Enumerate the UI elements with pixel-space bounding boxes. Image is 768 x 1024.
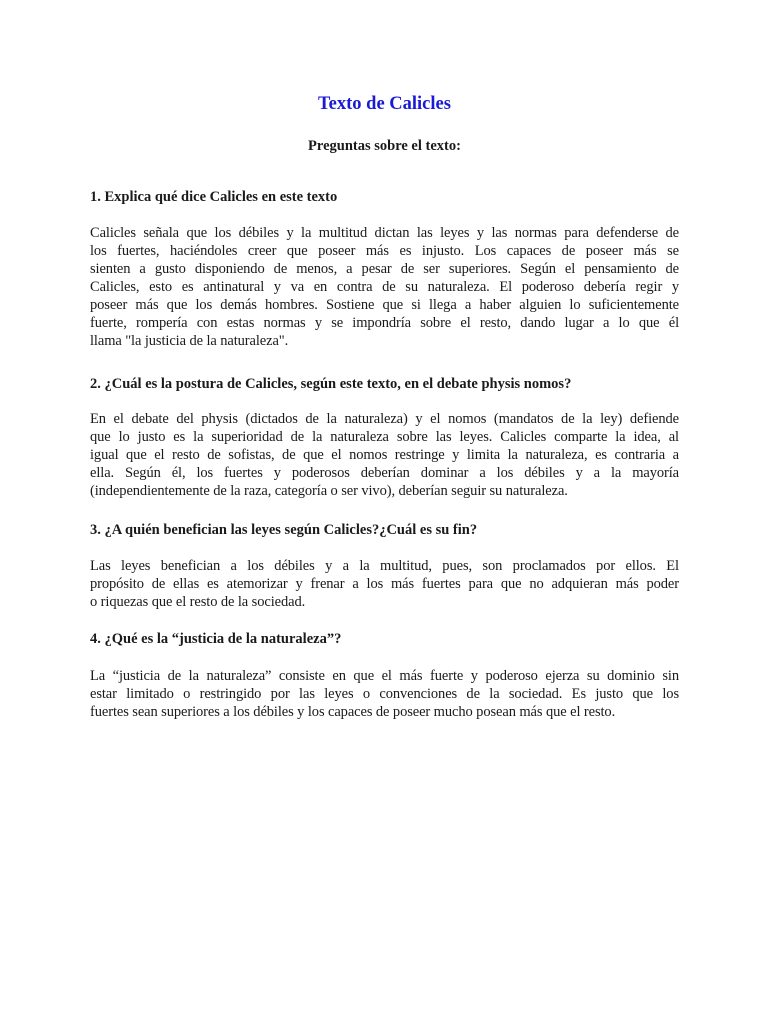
answer-2	[90, 410, 679, 500]
answer-line: que lo justo es la superioridad de la naturaleza sobre las leyes. Calicles comparte la idea, al	[90, 429, 679, 445]
answer-line: (independientemente de la raza, categoría o ser vivo), deberían seguir su naturaleza.	[90, 483, 568, 499]
document-title: Texto de Calicles	[318, 94, 451, 114]
answer-line: fuertes sean superiores a los débiles y los capaces de poseer mucho posean más que el resto.	[90, 704, 616, 720]
answer-line: los fuertes, haciéndoles creer que poseer más es injusto. Los capaces de poseer más se	[90, 243, 679, 259]
answer-line: En el debate del physis (dictados de la naturaleza) y el nomos (mandatos de la ley) defiende	[90, 411, 679, 427]
answer-1	[90, 224, 679, 350]
answer-line: fuerte, rompería con estas normas y se impondría sobre el resto, dando lugar a lo que él	[90, 315, 679, 331]
question-2: 2. ¿Cuál es la postura de Calicles, según este texto, en el debate physis nomos?	[90, 376, 572, 392]
question-1: 1. Explica qué dice Calicles en este texto	[90, 189, 338, 205]
answer-line: propósito de ellas es atemorizar y frenar a los más fuertes para que no adquieran más poder	[90, 576, 679, 592]
answer-line: La “justicia de la naturaleza” consiste en que el más fuerte y poderoso ejerza su dominio sin	[90, 668, 679, 684]
answer-line: o riquezas que el resto de la sociedad.	[90, 594, 306, 610]
answer-4	[90, 667, 679, 721]
answer-line: sienten a gusto disponiendo de menos, a pesar de ser superiores. Según el pensamiento de	[90, 261, 679, 277]
answer-line: Las leyes benefician a los débiles y a la multitud, pues, son proclamados por ellos. El	[90, 558, 679, 574]
document-subtitle: Preguntas sobre el texto:	[308, 138, 461, 154]
answer-3	[90, 557, 679, 611]
answer-line: Calicles señala que los débiles y la multitud dictan las leyes y las normas para defenderse de	[90, 225, 679, 241]
answer-line: ella. Según él, los fuertes y poderosos deberían dominar a los débiles y a la mayoría	[90, 465, 679, 481]
question-3: 3. ¿A quién benefician las leyes según Calicles?¿Cuál es su fin?	[90, 522, 478, 538]
answer-line: igual que el resto de sofistas, de que el nomos restringe y limita la naturaleza, es contraria a	[90, 447, 679, 463]
answer-line: estar limitado o restringido por las leyes o convenciones de la sociedad. Es justo que los	[90, 686, 679, 702]
answer-line: llama "la justicia de la naturaleza".	[90, 333, 289, 349]
answer-line: Calicles, esto es antinatural y va en contra de su naturaleza. El poderoso debería regir y	[90, 279, 679, 295]
question-4: 4. ¿Qué es la “justicia de la naturaleza”?	[90, 631, 342, 647]
answer-line: poseer más que los demás hombres. Sostiene que si llega a haber alguien lo suficientemente	[90, 297, 679, 313]
